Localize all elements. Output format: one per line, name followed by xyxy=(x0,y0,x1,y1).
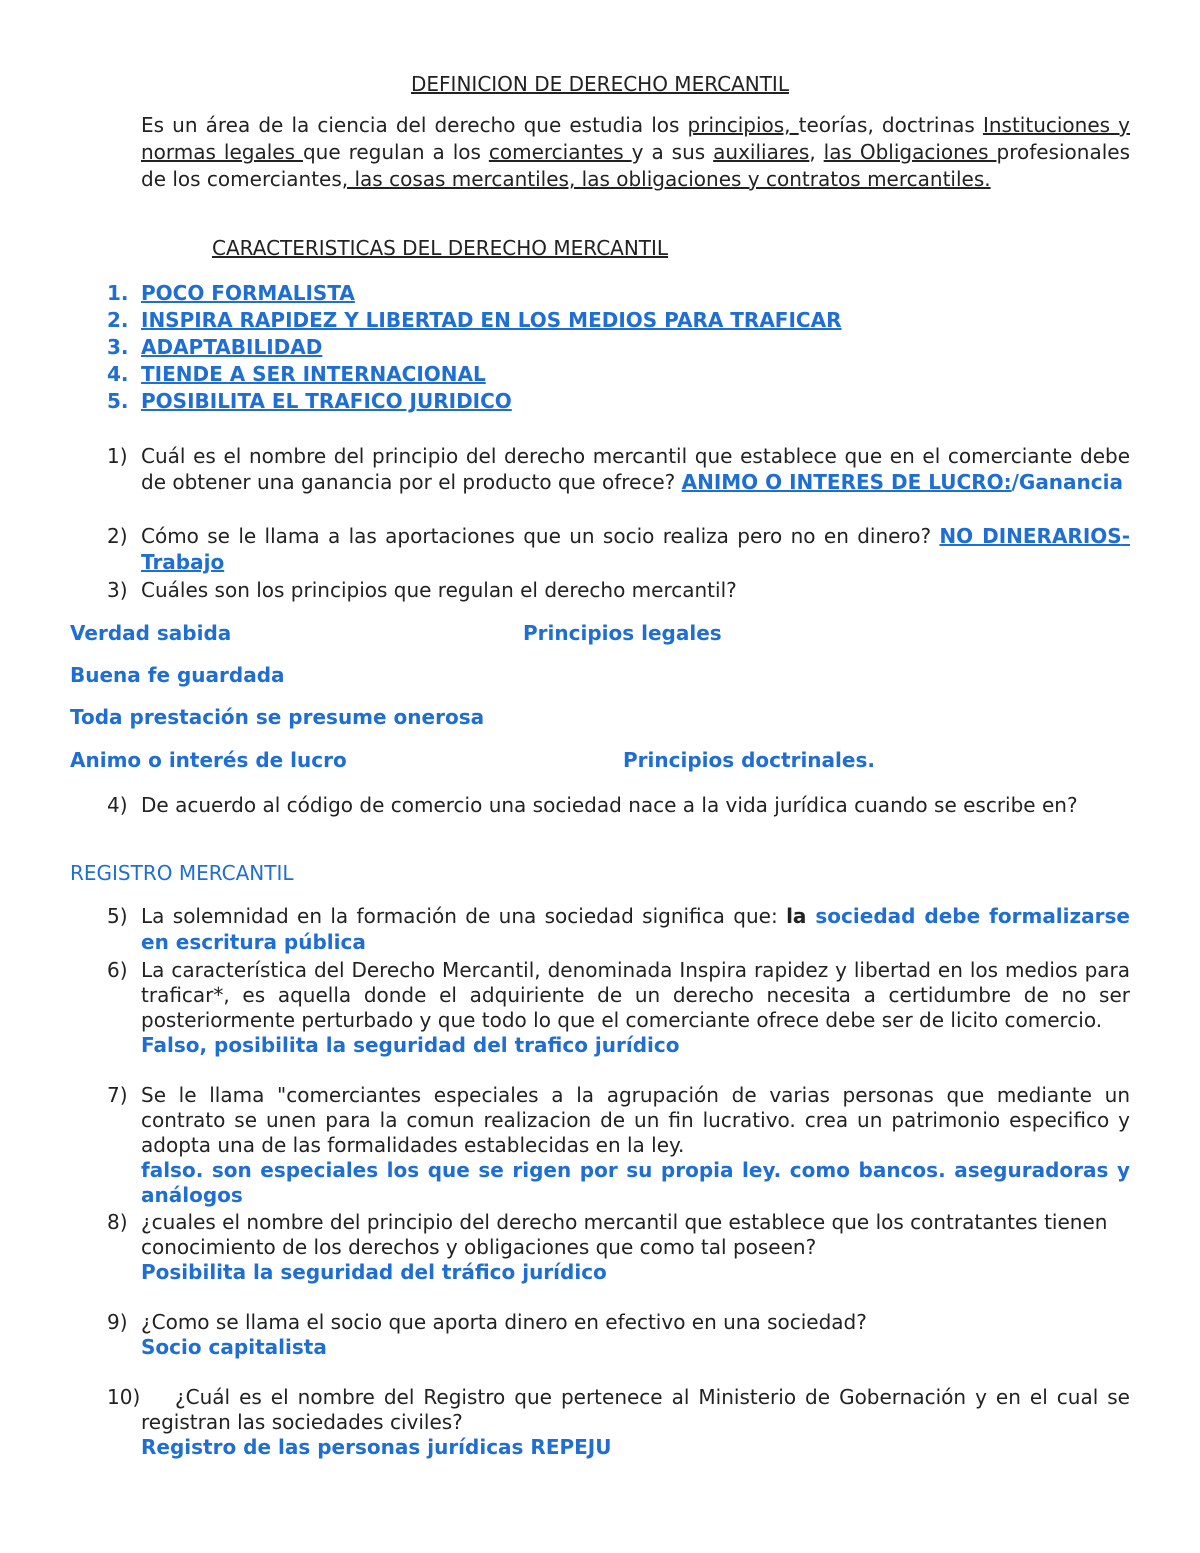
characteristic-item xyxy=(107,307,841,334)
characteristic-text: INSPIRA RAPIDEZ Y LIBERTAD EN LOS MEDIOS PARA TRAFICAR xyxy=(141,308,842,332)
characteristic-text: POSIBILITA EL TRAFICO JURIDICO xyxy=(141,389,512,413)
answer-text: /Ganancia xyxy=(1011,470,1123,494)
question-7 xyxy=(107,1083,1130,1208)
characteristic-item xyxy=(107,361,486,388)
question-9 xyxy=(107,1310,1130,1360)
answer-text: falso. son especiales los que se rigen por su propia ley. como bancos. aseguradoras y análogos xyxy=(141,1158,1130,1207)
question-number: 9) xyxy=(107,1310,128,1334)
principle-buena-fe: Buena fe guardada xyxy=(70,663,285,687)
question-number: 4) xyxy=(107,793,128,817)
question-number: 2) xyxy=(107,524,128,548)
definition-text: Es un área de la ciencia del derecho que estudia los xyxy=(141,113,688,137)
question-6 xyxy=(107,958,1130,1058)
answer-text: - Trabajo xyxy=(141,524,1130,574)
question-text: La solemnidad en la formación de una sociedad significa que: xyxy=(141,904,787,928)
question-8 xyxy=(107,1210,1130,1285)
question-text: Se le llama "comerciantes especiales a la agrupación de varias personas que mediante un contrato se unen para la comun realizacion de un fin lucrativo. crea un patrimonio especifico y adopta una de las formalidades establecidas en la ley. xyxy=(141,1083,1130,1157)
question-5 xyxy=(107,903,1130,955)
question-1 xyxy=(107,443,1130,495)
question-number: 7) xyxy=(107,1083,128,1107)
definition-text: teorías, doctrinas xyxy=(798,113,983,137)
question-text: ¿Cuál es el nombre del Registro que pertenece al Ministerio de Gobernación y en el cual se registran las sociedades civiles? xyxy=(141,1385,1130,1434)
definition-underlined: las Obligaciones xyxy=(823,140,997,164)
question-text: De acuerdo al código de comercio una sociedad nace a la vida jurídica cuando se escribe en? xyxy=(141,793,1078,817)
question-number: 8) xyxy=(107,1210,128,1234)
principle-legales-label: Principios legales xyxy=(523,621,722,645)
definition-text: profesionales de los comerciantes xyxy=(141,140,1130,191)
answer-text: Registro de las personas jurídicas REPEJU xyxy=(141,1435,612,1459)
question-number: 1) xyxy=(107,444,128,468)
question-text: ¿cuales el nombre del principio del derecho mercantil que establece que los contratantes tienen conocimiento de los derechos y obligaciones que como tal poseen? xyxy=(141,1210,1108,1259)
principle-verdad-sabida: Verdad sabida xyxy=(70,621,232,645)
question-text: ¿Como se llama el socio que aporta dinero en efectivo en una sociedad? xyxy=(141,1310,867,1334)
answer-text: Falso, posibilita la seguridad del trafico jurídico xyxy=(141,1033,680,1057)
characteristic-number: 4. xyxy=(107,362,129,386)
question-text: Cuál es el nombre del principio del derecho mercantil que establece que en el comerciante debe de obtener una ganancia por el producto que ofrece? xyxy=(141,444,1130,494)
answer-text: Posibilita la seguridad del tráfico jurídico xyxy=(141,1260,607,1284)
question-number: 10) xyxy=(107,1385,141,1409)
characteristic-text: ADAPTABILIDAD xyxy=(141,335,323,359)
characteristic-number: 3. xyxy=(107,335,129,359)
characteristic-text: TIENDE A SER INTERNACIONAL xyxy=(141,362,486,386)
question-4 xyxy=(107,792,1130,818)
definition-underlined: comerciantes xyxy=(488,140,632,164)
definition-text: y a sus xyxy=(631,140,714,164)
characteristic-item xyxy=(107,280,355,307)
answer-registro-mercantil: REGISTRO MERCANTIL xyxy=(70,861,294,885)
definition-text: , xyxy=(809,140,824,164)
definition-underlined: auxiliares xyxy=(713,140,810,164)
principle-doctrinales-label: Principios doctrinales. xyxy=(623,748,875,772)
characteristic-item xyxy=(107,388,512,415)
question-number: 3) xyxy=(107,578,128,602)
definition-text: que regulan a los xyxy=(302,140,489,164)
answer-text: sociedad debe formalizarse en escritura pública xyxy=(141,904,1130,954)
question-text: Cuáles son los principios que regulan el derecho mercantil? xyxy=(141,578,737,602)
answer-text: la xyxy=(786,904,816,928)
principle-onerosa: Toda prestación se presume onerosa xyxy=(70,705,485,729)
question-10 xyxy=(107,1385,1130,1460)
question-text: La característica del Derecho Mercantil, denominada Inspira rapidez y libertad en los medios para traficar*, es aquella donde el adquiriente de un derecho necesita a certidumbre de no ser posteriormente perturbado y que todo lo que el comerciante ofrece debe ser de licito comercio. xyxy=(141,958,1130,1032)
principle-animo-lucro: Animo o interés de lucro xyxy=(70,748,347,772)
question-number: 5) xyxy=(107,904,128,928)
characteristic-number: 2. xyxy=(107,308,129,332)
characteristic-number: 5. xyxy=(107,389,129,413)
definition-underlined: Instituciones y normas legales xyxy=(141,113,1130,164)
question-3 xyxy=(107,577,1130,603)
document-title: DEFINICION DE DERECHO MERCANTIL xyxy=(411,72,789,96)
answer-text: Socio capitalista xyxy=(141,1335,327,1359)
question-2 xyxy=(107,523,1130,575)
characteristic-item xyxy=(107,334,322,361)
question-text: Cómo se le llama a las aportaciones que un socio realiza pero no en dinero? xyxy=(141,524,940,548)
answer-text: NO DINERARIOS xyxy=(939,524,1122,548)
characteristics-title: CARACTERISTICAS DEL DERECHO MERCANTIL xyxy=(212,236,669,260)
characteristic-text: POCO FORMALISTA xyxy=(141,281,355,305)
answer-text: ANIMO O INTERES DE LUCRO: xyxy=(681,470,1012,494)
question-number: 6) xyxy=(107,958,128,982)
definition-underlined: principios, xyxy=(687,113,799,137)
definition-underlined: , las cosas mercantiles, las obligaciones y contratos mercantiles. xyxy=(341,167,991,191)
characteristic-number: 1. xyxy=(107,281,129,305)
definition-paragraph xyxy=(141,112,1130,193)
